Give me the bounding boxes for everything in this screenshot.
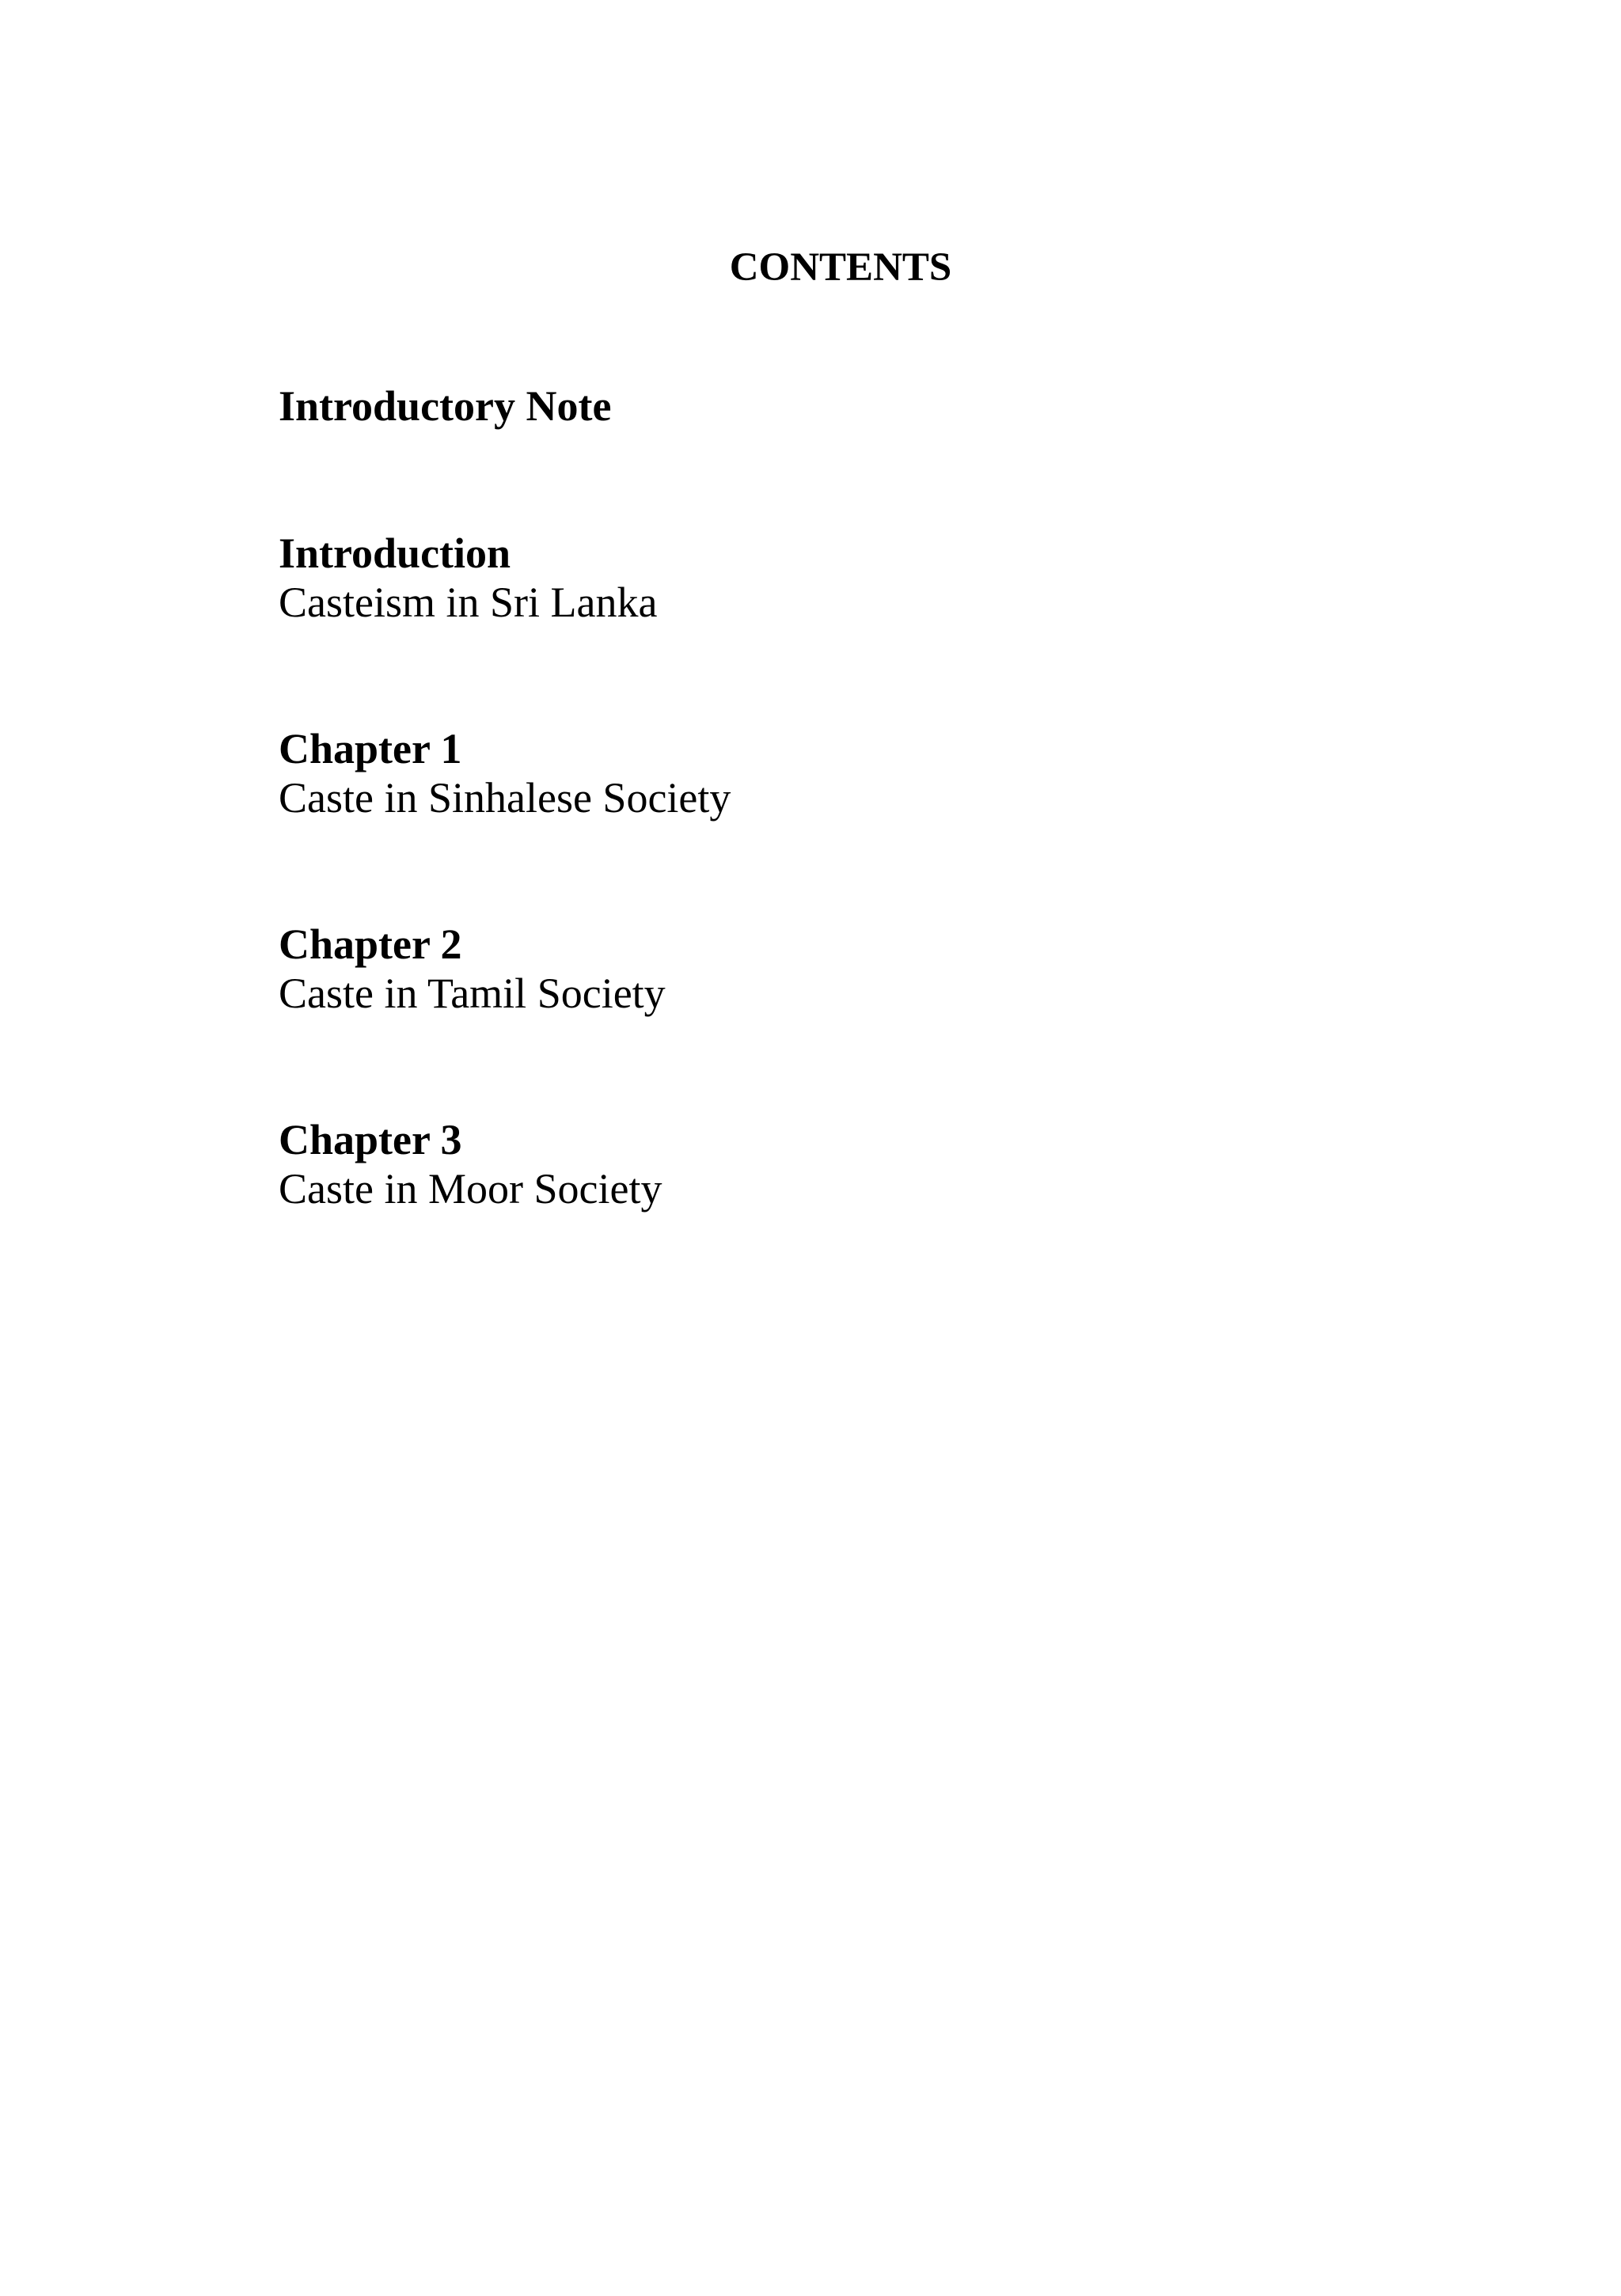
toc-entry-introduction [279,529,1387,627]
toc-entry-introductory-note [279,381,1387,431]
toc-entry-heading: Chapter 2 [279,920,462,968]
toc-entry-subtitle: Caste in Moor Society [279,1165,662,1213]
page-title: CONTENTS [729,245,952,290]
toc-entry-subtitle: Casteism in Sri Lanka [279,579,658,626]
toc-entry-heading: Chapter 1 [279,725,462,772]
toc-entry-chapter-3 [279,1115,1387,1213]
toc-entry-chapter-1 [279,724,1387,822]
toc-entry-heading: Introduction [279,529,511,577]
toc-entry-chapter-2 [279,920,1387,1018]
toc-entry-heading: Introductory Note [279,382,612,430]
toc-entry-subtitle: Caste in Tamil Society [279,970,666,1017]
toc-entry-heading: Chapter 3 [279,1116,462,1163]
toc-entry-subtitle: Caste in Sinhalese Society [279,774,731,822]
